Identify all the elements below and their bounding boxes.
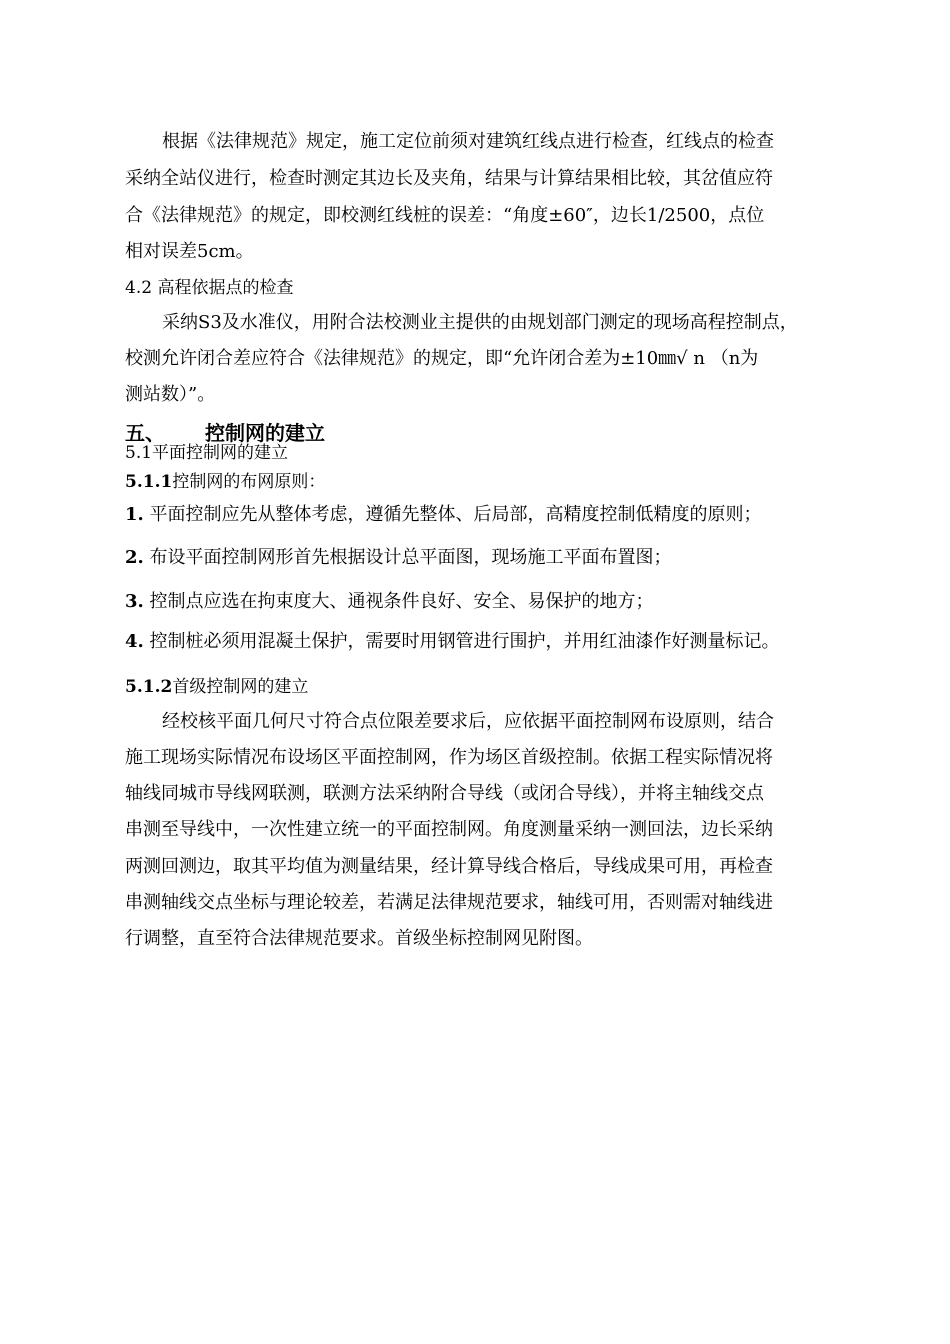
paragraph-line: 行调整，直至符合法律规范要求。首级坐标控制网见附图。 <box>125 928 593 949</box>
list-item <box>125 503 835 527</box>
subsection-title-4-2: 4.2 高程依据点的检查 <box>125 278 294 298</box>
paragraph-line: 轴线同城市导线网联测，联测方法采纳附合导线（或闭合导线），并将主轴线交点 <box>125 783 764 804</box>
subsection-title-5-1-2 <box>125 675 835 699</box>
list-item-text: 控制点应选在拘束度大、通视条件良好、安全、易保护的地方； <box>149 591 654 612</box>
list-item-number: 1. <box>125 504 144 525</box>
paragraph-line: 两测回测边，取其平均值为测量结果，经计算导线合格后，导线成果可用，再检查 <box>125 856 773 877</box>
paragraph-line: 测站数）”。 <box>125 384 216 405</box>
paragraph-line: 相对误差5cm。 <box>125 241 254 262</box>
subsection-title-5-1-1 <box>125 470 835 494</box>
subsection-text: 控制网的布网原则： <box>172 472 326 492</box>
subsection-number: 5.1.1 <box>125 472 173 492</box>
list-item <box>125 590 835 614</box>
section-heading-text: 控制网的建立 <box>205 421 325 445</box>
list-item-text: 布设平面控制网形首先根据设计总平面图，现场施工平面布置图； <box>149 547 672 568</box>
list-item-text: 控制桩必须用混凝土保护，需要时用钢管进行围护，并用红油漆作好测量标记。 <box>149 631 780 652</box>
paragraph-line: 经校核平面几何尺寸符合点位限差要求后，应依据平面控制网布设原则，结合 <box>162 711 774 732</box>
subsection-text: 首级控制网的建立 <box>172 677 309 697</box>
list-item <box>125 546 835 570</box>
list-item <box>125 630 835 654</box>
list-item-number: 4. <box>125 631 144 652</box>
paragraph-line: 施工现场实际情况布设场区平面控制网，作为场区首级控制。依据工程实际情况将 <box>125 747 773 768</box>
paragraph-line: 采纳全站仪进行，检查时测定其边长及夹角，结果与计算结果相比较，其岔值应符 <box>125 168 773 189</box>
subsection-title-5-1: 5.1平面控制网的建立 <box>125 443 289 463</box>
paragraph-line: 根据《法律规范》规定，施工定位前须对建筑红线点进行检查，红线点的检查 <box>162 131 774 152</box>
list-item-text: 平面控制应先从整体考虑，遵循先整体、后局部，高精度控制低精度的原则； <box>149 504 762 525</box>
paragraph-line: 校测允许闭合差应符合《法律规范》的规定，即“允许闭合差为±10㎜√ n （n为 <box>125 348 759 369</box>
paragraph-line: 采纳S3及水准仪，用附合法校测业主提供的由规划部门测定的现场高程控制点， <box>162 312 798 333</box>
paragraph-line: 串测轴线交点坐标与理论较差，若满足法律规范要求，轴线可用，否则需对轴线进 <box>125 892 773 913</box>
paragraph-line: 合《法律规范》的规定，即校测红线桩的误差：“角度±60″，边长1/2500，点位 <box>125 205 765 226</box>
section-heading-number: 五、 <box>125 421 165 445</box>
list-item-number: 2. <box>125 547 144 568</box>
list-item-number: 3. <box>125 591 144 612</box>
subsection-number: 5.1.2 <box>125 677 173 697</box>
paragraph-line: 串测至导线中，一次性建立统一的平面控制网。角度测量采纳一测回法，边长采纳 <box>125 819 773 840</box>
